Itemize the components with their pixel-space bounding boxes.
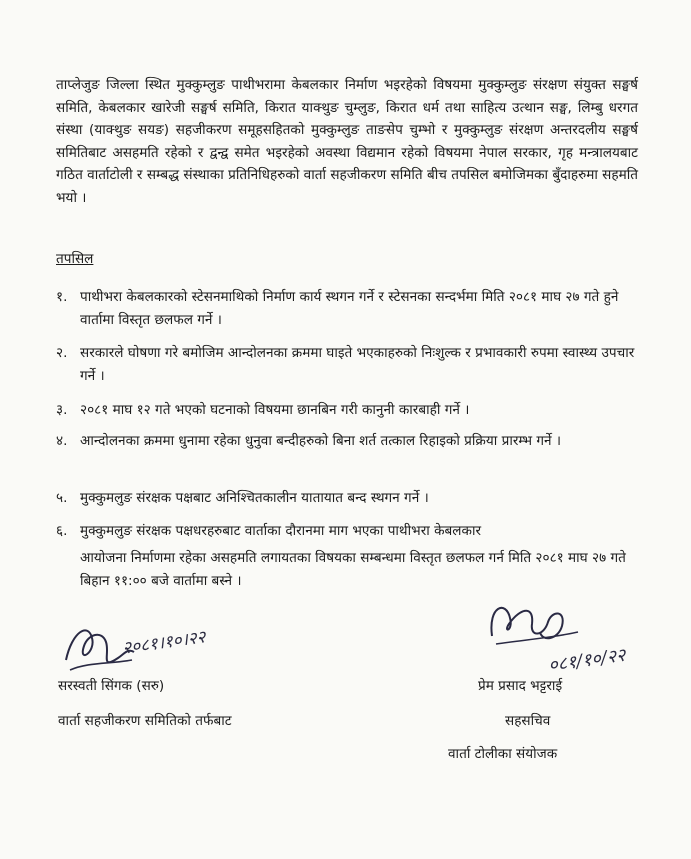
left-signer-name: सरस्वती सिंगक (सरु) [58, 678, 165, 694]
item-6-continuation: आयोजना निर्माणमा रहेका असहमति लगायतका विषयका सम्बन्धमा विस्तृत छलफल गर्न मिति २०८१ माघ २७ गते बिहान ११:०० बजे वार्तामा बस्ने । [80, 550, 626, 589]
item-text: मुक्कुमलुङ संरक्षक पक्षबाट अनिश्चितकालीन यातायात बन्द स्थगन गर्ने । [80, 490, 429, 506]
right-signature [482, 596, 582, 656]
item-number: १. [56, 289, 68, 305]
item-text: सरकारले घोषणा गरे बमोजिम आन्दोलनका क्रममा घाइते भएकाहरुको निःशुल्क र प्रभावकारी रुपमा स्वास्थ्य उपचार गर्ने । [80, 345, 635, 384]
item-text: २०८१ माघ १२ गते भएको घटनाको विषयमा छानबिन गरी कानुनी कारबाही गर्ने । [80, 402, 470, 418]
list-item [56, 342, 646, 387]
left-sign-date: २०८१।१०।२२ [121, 627, 207, 659]
item-text: आन्दोलनका क्रममा धुनामा रहेका धुनुवा बन्दीहरुको बिना शर्त तत्काल रिहाइको प्रक्रिया प्रारम्भ गर्ने । [80, 433, 562, 449]
left-signer-role: वार्ता सहजीकरण समितिको तर्फबाट [58, 713, 232, 729]
list-item [56, 520, 646, 543]
list-item [56, 286, 646, 331]
list-item [56, 487, 646, 510]
right-signer-name: प्रेम प्रसाद भट्टराई [478, 678, 563, 694]
list-item [56, 430, 646, 453]
item-number: २. [56, 345, 68, 361]
item-number: ४. [56, 433, 68, 449]
item-number: ५. [56, 490, 68, 506]
item-text: मुक्कुमलुङ संरक्षक पक्षधरहरुबाट वार्ताका दौरानमा माग भएका पाथीभरा केबलकार [80, 523, 482, 539]
tapsil-heading: तपसिल [56, 251, 94, 267]
item-text: पाथीभरा केबलकारको स्टेसनमाथिको निर्माण कार्य स्थगन गर्ने र स्टेसनका सन्दर्भमा मिति २०८१ माघ २७ गते हुने वार्तामा विस्तृत छलफल गर्ने । [80, 289, 619, 328]
right-signer-title: वार्ता टोलीका संयोजक [448, 746, 558, 762]
right-sign-date: ०८१/१०/२२ [546, 644, 627, 677]
list-item [56, 399, 646, 422]
item-number: ६. [56, 523, 68, 539]
item-number: ३. [56, 402, 68, 418]
intro-paragraph: ताप्लेजुङ जिल्ला स्थित मुक्कुम्लुङ पाथीभरामा केबलकार निर्माण भइरहेको विषयमा मुक्कुम्लुङ संरक्षण संयुक्त सङ्घर्ष समिति, केबलकार खारेजी सङ्घर्ष समिति, किरात याक्थुङ चुम्लुङ, किरात धर्म तथा साहित्य उत्थान सङ्घ, लिम्बु धरगत संस्था (याक्थुङ सयङ) सहजीकरण समूहसहितको मुक्कुम्लुङ ताङसेप चुम्भो र मुक्कुम्लुङ संरक्षण अन्तरदलीय सङ्घर्ष समितिबाट असहमति रहेको र द्वन्द्व समेत भइरहेको अवस्था विद्यमान रहेको विषयमा नेपाल सरकार, गृह मन्त्रालयबाट गठित वार्ताटोली र सम्बद्ध संस्थाका प्रतिनिधिहरुको वार्ता सहजीकरण समिति बीच तपसिल बमोजिमका बुँदाहरुमा सहमति भयो । [56, 77, 638, 206]
right-signer-role: सहसचिव [505, 713, 551, 729]
